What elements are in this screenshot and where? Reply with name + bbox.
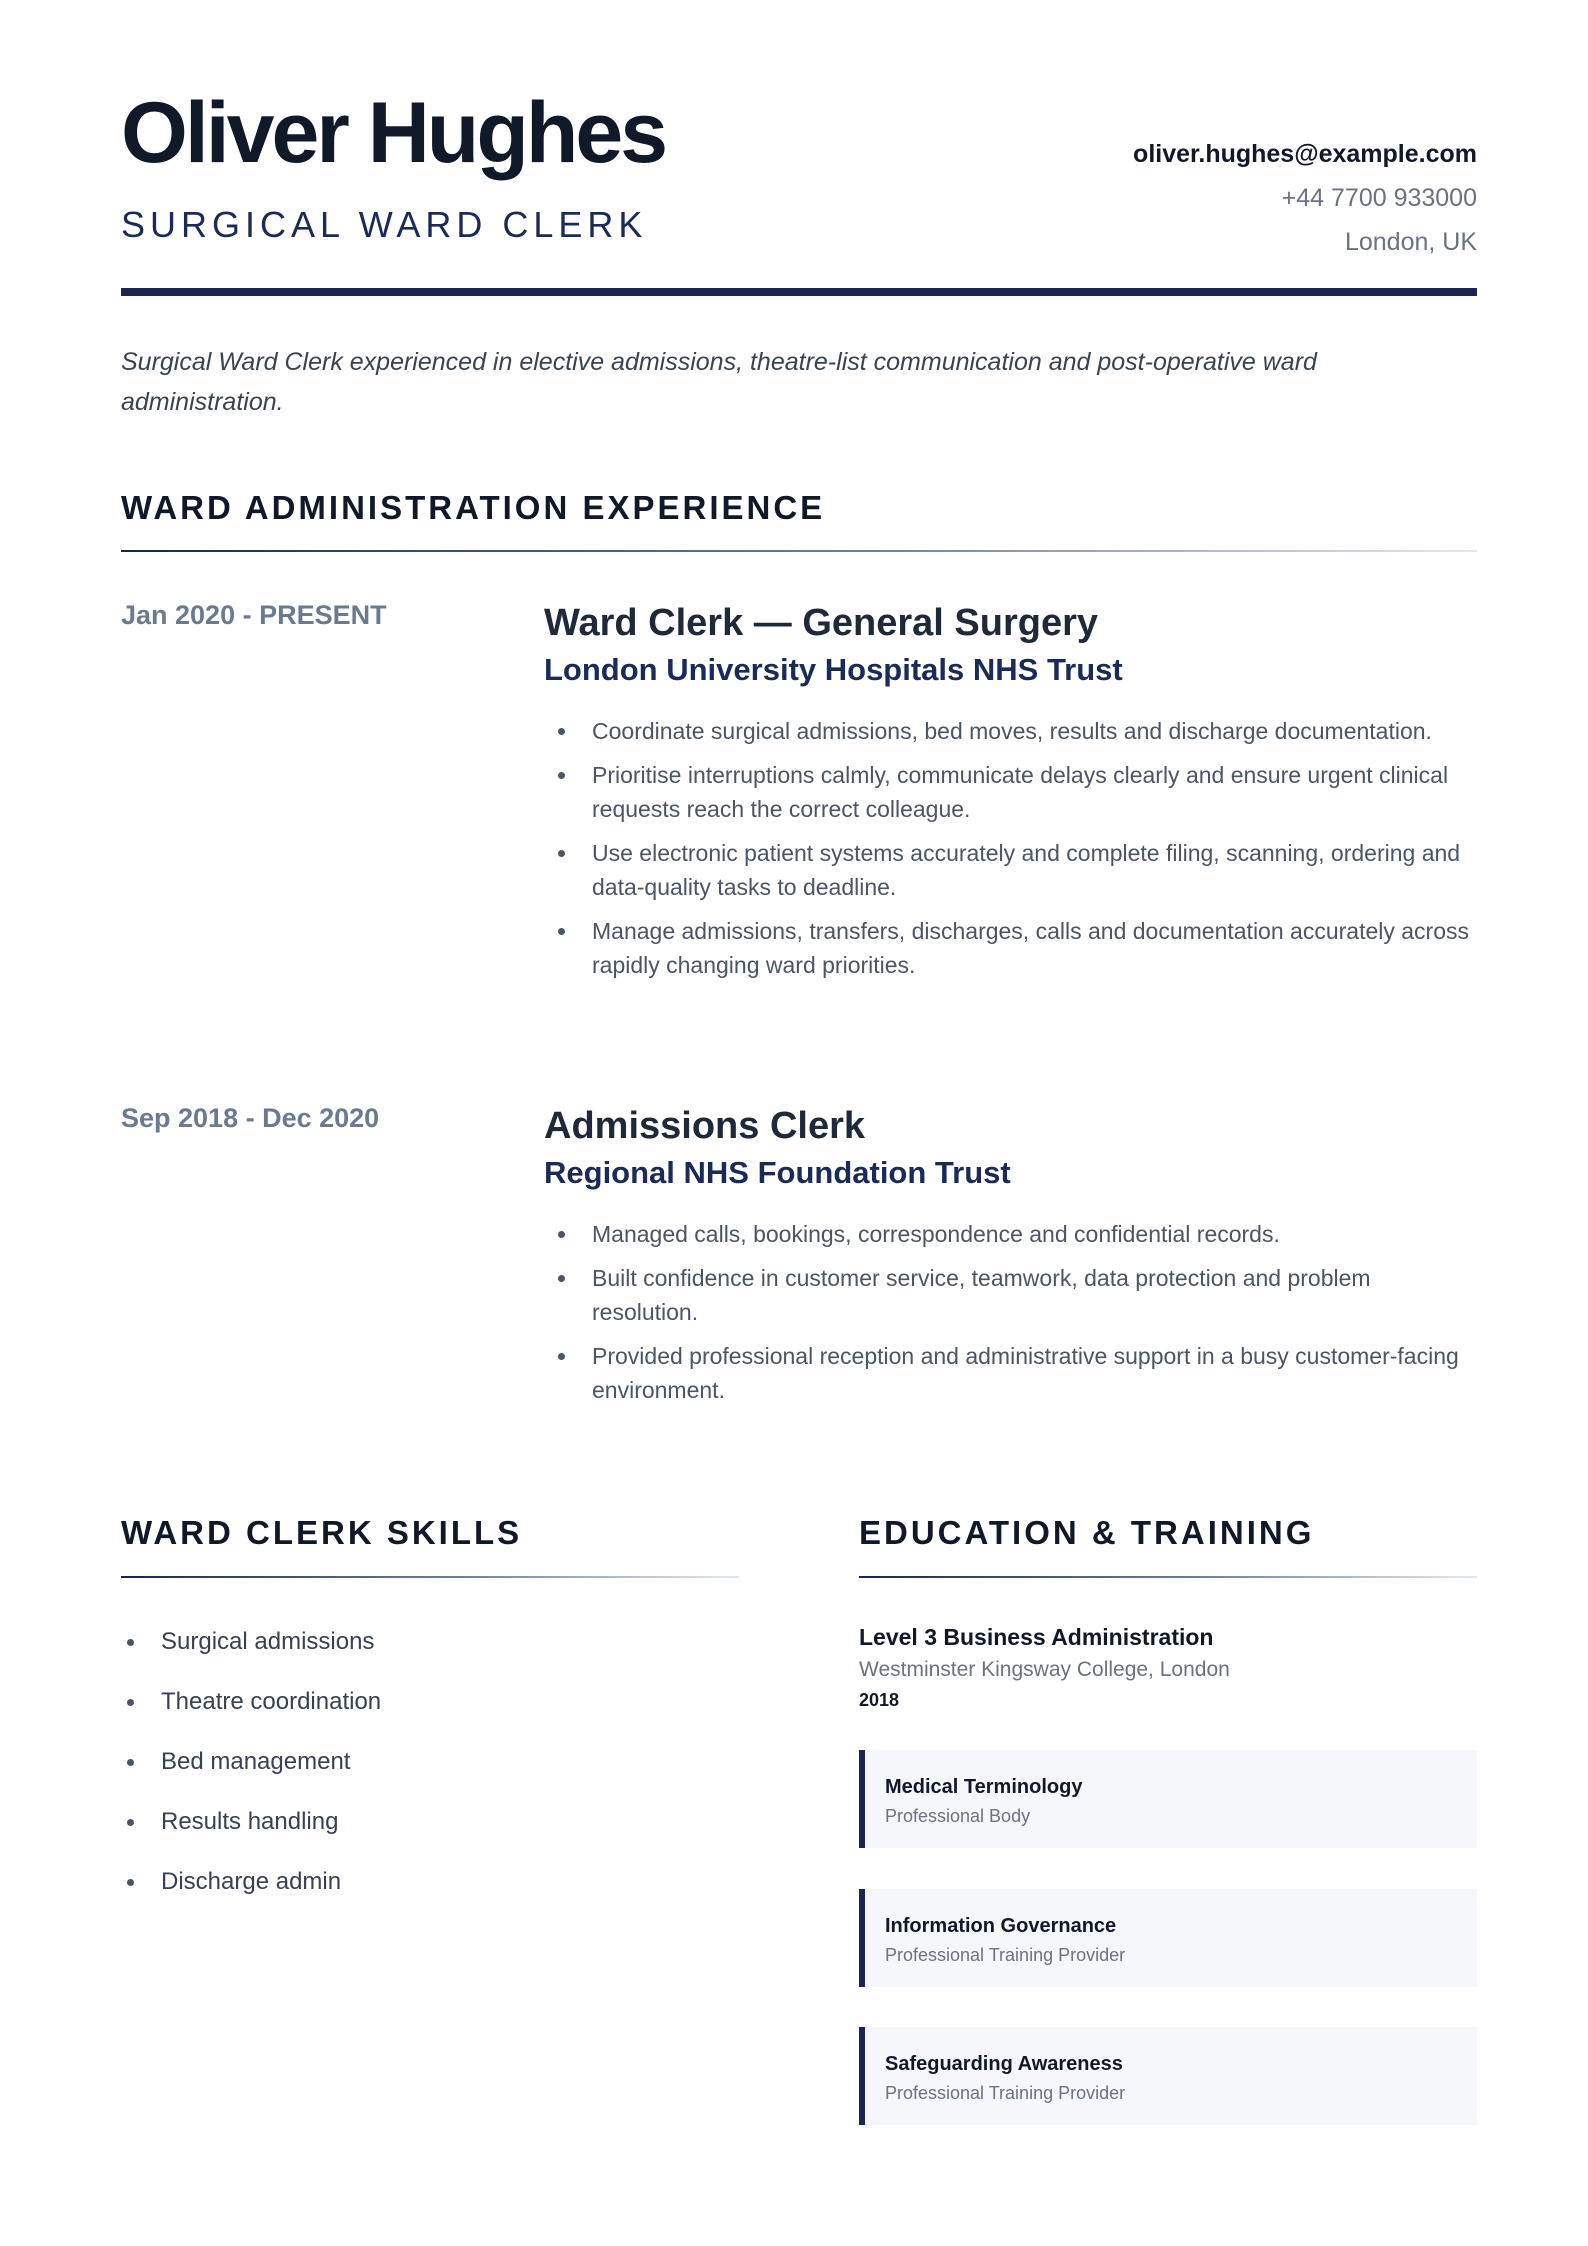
skill-item: Bed management: [121, 1742, 381, 1802]
experience-divider: [121, 550, 1477, 552]
header-divider: [121, 288, 1477, 296]
experience-heading: WARD ADMINISTRATION EXPERIENCE: [121, 489, 826, 526]
duty-item: Provided professional reception and administrative support in a busy customer-facing environment.: [544, 1339, 1477, 1407]
skill-item: Results handling: [121, 1802, 381, 1862]
profile-summary: Surgical Ward Clerk experienced in elective admissions, theatre-list communication and post-operative ward administration.: [121, 348, 1317, 416]
certification-provider: Professional Training Provider: [885, 1945, 1126, 1965]
certification-card: [859, 1750, 1477, 1848]
duty-item: Managed calls, bookings, correspondence and confidential records.: [544, 1217, 1477, 1251]
certification-name: Information Governance: [885, 1915, 1117, 1937]
certification-card: [859, 1889, 1477, 1987]
skill-item: Theatre coordination: [121, 1682, 381, 1742]
education-entry: [859, 1620, 1477, 1714]
job-role: Admissions Clerk: [544, 1105, 865, 1147]
duty-item: Built confidence in customer service, teamwork, data protection and problem resolution.: [544, 1261, 1477, 1329]
education-divider: [859, 1576, 1477, 1578]
skills-divider: [121, 1576, 739, 1578]
contact-phone[interactable]: +44 7700 933000: [1281, 184, 1477, 212]
certification-provider: Professional Body: [885, 1806, 1031, 1826]
skill-item: Surgical admissions: [121, 1622, 381, 1682]
duty-item: Manage admissions, transfers, discharges, calls and documentation accurately across rapidly changing ward priorities.: [544, 914, 1477, 982]
certification-name: Medical Terminology: [885, 1776, 1083, 1798]
duty-item: Coordinate surgical admissions, bed moves, results and discharge documentation.: [544, 714, 1477, 748]
job-duties: [544, 714, 1477, 982]
job-date: Jan 2020 - PRESENT: [121, 600, 387, 630]
job-title: SURGICAL WARD CLERK: [121, 204, 648, 245]
certification-name: Safeguarding Awareness: [885, 2053, 1123, 2075]
contact-block: [1133, 132, 1477, 264]
duty-item: Use electronic patient systems accurately and complete filing, scanning, ordering and data-quality tasks to deadline.: [544, 836, 1477, 904]
job-role: Ward Clerk — General Surgery: [544, 602, 1099, 644]
qualification-year: 2018: [859, 1690, 900, 1710]
job-organisation: London University Hospitals NHS Trust: [544, 652, 1123, 687]
candidate-name: Oliver Hughes: [121, 85, 666, 181]
certification-card: [859, 2027, 1477, 2125]
certification-provider: Professional Training Provider: [885, 2083, 1126, 2103]
qualification-name: Level 3 Business Administration: [859, 1624, 1214, 1650]
contact-location: London, UK: [1344, 228, 1477, 256]
skills-list: [121, 1622, 381, 1922]
job-organisation: Regional NHS Foundation Trust: [544, 1155, 1011, 1190]
skill-item: Discharge admin: [121, 1862, 381, 1922]
job-date: Sep 2018 - Dec 2020: [121, 1103, 380, 1133]
job-duties: [544, 1217, 1477, 1407]
education-heading: EDUCATION & TRAINING: [859, 1514, 1315, 1551]
skills-heading: WARD CLERK SKILLS: [121, 1514, 523, 1551]
institution-name: Westminster Kingsway College, London: [859, 1658, 1230, 1681]
contact-email[interactable]: oliver.hughes@example.com: [1133, 140, 1477, 168]
duty-item: Prioritise interruptions calmly, communicate delays clearly and ensure urgent clinical requests reach the correct colleague.: [544, 758, 1477, 826]
